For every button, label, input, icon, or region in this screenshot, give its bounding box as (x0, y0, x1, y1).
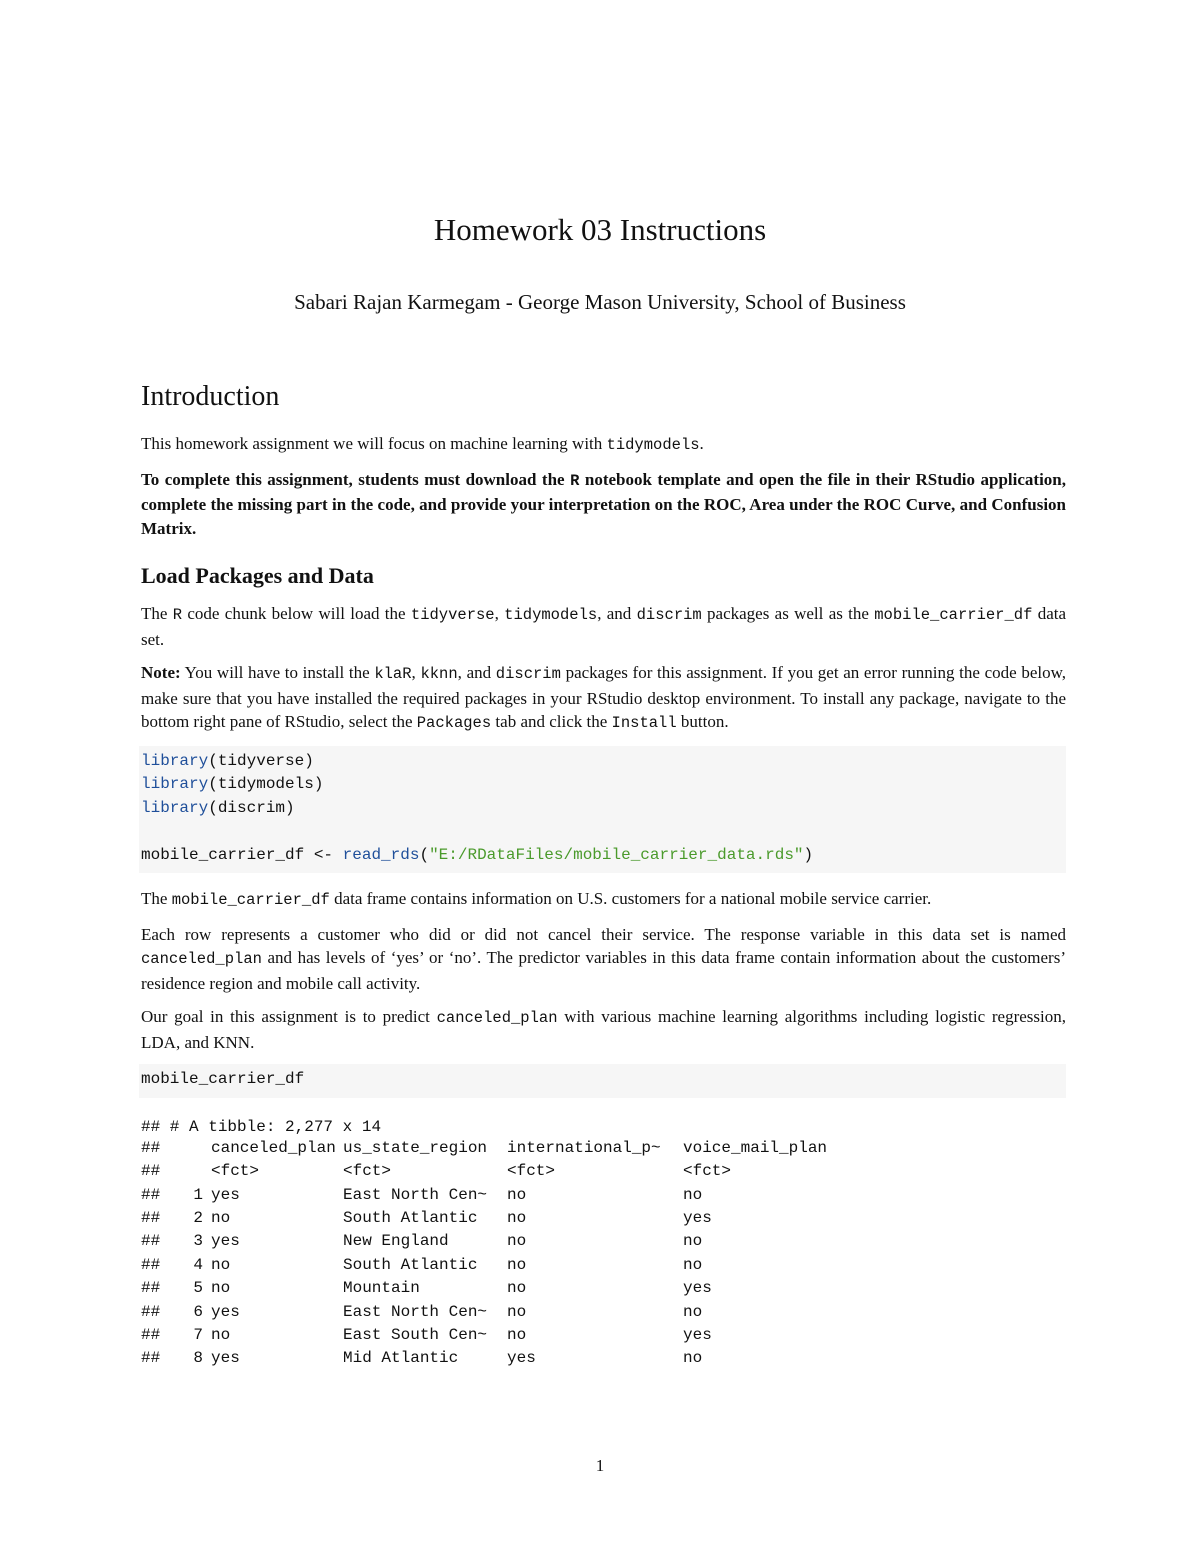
tibble-cell (183, 1139, 211, 1162)
tibble-cell: us_state_region (343, 1138, 488, 1157)
page-number: 1 (595, 1456, 605, 1475)
inline-code: tidymodels (606, 436, 700, 454)
intro-paragraph-1 (141, 432, 1066, 458)
text: Our goal in this assignment is to predict (141, 1007, 437, 1026)
tibble-cell: yes (683, 1209, 712, 1228)
tibble-cell: no (683, 1349, 703, 1368)
table-row (141, 1279, 853, 1302)
code-text: ( (419, 845, 430, 864)
tibble-cell: no (211, 1255, 231, 1274)
tibble-output (141, 1139, 853, 1373)
tibble-cell: yes (211, 1349, 240, 1368)
tibble-cell: ## (141, 1279, 161, 1298)
text: The (141, 604, 173, 623)
tibble-cell: no (507, 1209, 527, 1228)
document-title: Homework 03 Instructions (433, 212, 767, 247)
intro-text: notebook template and open the file in their RStudio application, complete the missing part in the code, and provide your interpretation on the ROC, Area under the ROC Curve, and Confusion Matrix. (141, 469, 1066, 538)
code-string: "E:/RDataFiles/mobile_carrier_data.rds" (429, 845, 804, 864)
inline-code: tidymodels (504, 606, 598, 624)
tibble-cell: canceled_plan (211, 1138, 336, 1157)
text: , and (597, 604, 637, 623)
inline-code: kknn (420, 665, 458, 683)
tibble-cell: <fct> (211, 1162, 260, 1181)
table-row (141, 1326, 853, 1349)
tibble-cell: East North Cen~ (343, 1185, 488, 1204)
tibble-cell: East North Cen~ (343, 1302, 488, 1321)
tibble-cell: 4 (193, 1255, 203, 1274)
inline-code: Install (611, 714, 677, 732)
code-chunk-load (139, 746, 1066, 874)
tibble-cell: no (683, 1185, 703, 1204)
text: packages for this assignment. If you get an error running the code below, make sure that you have installed the required packages in your RStudio desktop environment. To install any package, navigate to the bottom right pane of RStudio, select the (141, 663, 1067, 731)
table-row (141, 1232, 853, 1255)
text: code chunk below will load the (182, 604, 411, 623)
text: , (411, 663, 421, 682)
document-author: Sabari Rajan Karmegam - George Mason University, School of Business (294, 290, 906, 314)
inline-code: klaR (374, 665, 412, 683)
tibble-cell: ## (141, 1162, 161, 1181)
note-label: Note: (141, 663, 181, 682)
text: button. (676, 712, 729, 731)
table-row (141, 1256, 853, 1279)
tibble-cell: ## (141, 1349, 161, 1368)
table-row (141, 1186, 853, 1209)
text: and has levels of ‘yes’ or ‘no’. The predictor variables in this data frame contain information about the customers’ residence region and mobile call activity. (141, 948, 1066, 993)
document-body (141, 380, 1066, 1373)
desc-paragraph-3 (141, 1005, 1066, 1054)
tibble-cell: no (211, 1326, 231, 1345)
inline-code: R (570, 471, 580, 490)
tibble-cell: <fct> (507, 1162, 556, 1181)
note-paragraph (141, 661, 1066, 736)
tibble-header: ## # A tibble: 2,277 x 14 (141, 1117, 382, 1136)
tibble-cell: ## (141, 1232, 161, 1251)
inline-code: canceled_plan (141, 950, 262, 968)
desc-paragraph-2 (141, 923, 1066, 996)
tibble-cell: ## (141, 1255, 161, 1274)
tibble-cell: 2 (193, 1209, 203, 1228)
code-chunk-print: mobile_carrier_df (139, 1064, 1066, 1098)
tibble-cell: ## (141, 1326, 161, 1345)
tibble-cell: no (507, 1302, 527, 1321)
tibble-cell: no (211, 1279, 231, 1298)
tibble-cell: Mid Atlantic (343, 1349, 459, 1368)
tibble-cell: voice_mail_plan (683, 1138, 828, 1157)
inline-code: discrim (636, 606, 702, 624)
inline-code: canceled_plan (436, 1009, 558, 1027)
inline-code: discrim (495, 665, 561, 683)
intro-text: To complete this assignment, students must download the (141, 469, 571, 489)
code-text: (tidymodels) (208, 775, 324, 793)
tibble-cell: yes (683, 1279, 712, 1298)
text: packages as well as the (701, 604, 875, 623)
code-text: ) (803, 845, 814, 864)
tibble-cell: ## (141, 1185, 161, 1204)
code-text: (tidyverse) (208, 751, 314, 770)
tibble-cell: no (683, 1232, 703, 1251)
inline-code: tidyverse (410, 606, 495, 624)
tibble-cell (183, 1162, 211, 1185)
inline-code: Packages (416, 714, 492, 732)
text: data frame contains information on U.S. customers for a national mobile service carrier. (329, 889, 932, 908)
tibble-cell: yes (507, 1349, 536, 1368)
intro-text-end: . (699, 434, 704, 453)
tibble-cell: 8 (193, 1349, 203, 1368)
intro-text: This homework assignment we will focus on machine learning with (141, 434, 607, 453)
tibble-cell: ## (141, 1209, 161, 1228)
tibble-cell: no (507, 1232, 527, 1251)
tibble-cell: South Atlantic (343, 1255, 478, 1274)
text: , (494, 604, 505, 623)
tibble-cell: international_p~ (507, 1138, 661, 1157)
load-paragraph-1 (141, 602, 1066, 651)
tibble-cell: yes (211, 1232, 240, 1251)
tibble-cell: 6 (193, 1302, 203, 1321)
text: tab and click the (491, 712, 612, 731)
text: , and (457, 663, 496, 682)
tibble-cell: ## (141, 1302, 161, 1321)
code-function: library (141, 798, 209, 817)
code-function: library (141, 775, 209, 793)
tibble-cell: 7 (193, 1326, 203, 1345)
tibble-column-header (141, 1139, 853, 1162)
text: Each row represents a customer who did or did not cancel their service. The response variable in this data set is named (141, 924, 1066, 944)
inline-code: mobile_carrier_df (874, 606, 1033, 624)
tibble-cell: <fct> (343, 1162, 392, 1181)
section-heading-introduction: Introduction (141, 381, 280, 412)
table-row (141, 1303, 853, 1326)
tibble-cell: New England (343, 1232, 449, 1251)
text: You will have to install the (180, 663, 375, 682)
section-heading-load-packages: Load Packages and Data (141, 563, 374, 588)
tibble-cell: yes (211, 1185, 240, 1204)
tibble-cell: 3 (193, 1232, 203, 1251)
tibble-cell: no (683, 1255, 703, 1274)
tibble-cell: 5 (193, 1279, 203, 1298)
tibble-cell: no (211, 1209, 231, 1228)
tibble-cell: Mountain (343, 1279, 420, 1298)
tibble-cell: ## (141, 1138, 161, 1157)
tibble-type-row (141, 1162, 853, 1185)
tibble-cell: no (507, 1255, 527, 1274)
tibble-cell: South Atlantic (343, 1209, 478, 1228)
text: The (141, 889, 172, 908)
desc-paragraph-1 (141, 887, 1066, 913)
table-row (141, 1209, 853, 1232)
tibble-cell: no (507, 1326, 527, 1345)
code-text: mobile_carrier_df <- (141, 845, 343, 864)
tibble-cell: no (683, 1302, 703, 1321)
table-row (141, 1349, 853, 1372)
text: with various machine learning algorithms including logistic regression, LDA, and KNN. (141, 1007, 1067, 1052)
text: data set. (141, 604, 1067, 649)
intro-paragraph-2 (141, 468, 1066, 541)
inline-code: mobile_carrier_df (171, 891, 330, 909)
tibble-cell: yes (211, 1302, 240, 1321)
code-text: (discrim) (208, 798, 295, 817)
tibble-cell: no (507, 1279, 527, 1298)
code-function: read_rds (342, 845, 420, 864)
tibble-cell: 1 (193, 1185, 203, 1204)
inline-code: R (172, 606, 183, 624)
tibble-cell: no (507, 1185, 527, 1204)
tibble-cell: East South Cen~ (343, 1326, 488, 1345)
code-function: library (141, 751, 209, 770)
tibble-cell: <fct> (683, 1162, 732, 1181)
tibble-cell: yes (683, 1326, 712, 1345)
